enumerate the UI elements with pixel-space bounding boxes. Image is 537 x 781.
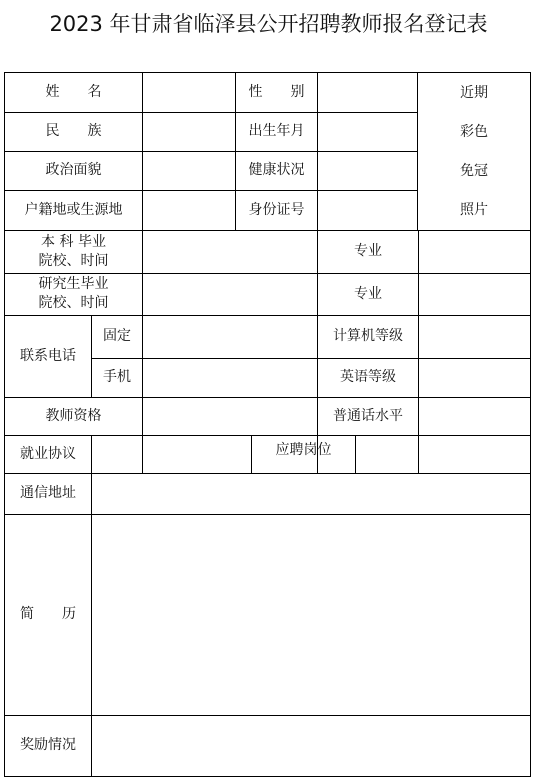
photo-label-line: 照片 [460,201,488,218]
birth-field[interactable] [318,112,417,151]
landline-field[interactable] [143,315,317,358]
graduate-field[interactable] [143,273,317,315]
teacher-cert-field[interactable] [143,397,317,435]
id-number-field[interactable] [318,190,417,230]
label-undergrad-line2: 院校、时间 [38,252,109,269]
label-resume: 简 历 [20,606,76,623]
label-graduate [5,273,142,315]
label-graduate-line2: 院校、时间 [38,295,109,311]
label-id-number: 身份证号 [248,201,305,218]
label-politics: 政治面貌 [45,162,102,179]
label-hukou: 户籍地或生源地 [24,201,123,218]
label-employment-agreement: 就业协议 [20,445,76,462]
label-major-undergrad: 专业 [354,243,382,260]
politics-field[interactable] [143,151,235,190]
major-graduate-field[interactable] [419,273,530,315]
label-graduate-line1: 研究生毕业 [38,276,109,293]
resume-field[interactable] [92,514,530,715]
label-mandarin-level: 普通话水平 [333,407,403,424]
label-teacher-cert: 教师资格 [45,407,102,424]
label-position: 应聘岗位 [275,441,332,458]
health-field[interactable] [318,151,417,190]
label-birth: 出生年月 [248,123,305,140]
photo-label-line: 免冠 [460,162,488,179]
address-field[interactable] [92,473,530,514]
label-computer-level: 计算机等级 [333,328,403,345]
label-awards: 奖励情况 [20,737,76,754]
awards-field[interactable] [92,715,530,776]
computer-level-field[interactable] [419,315,530,358]
name-field[interactable] [143,73,235,112]
employment-agreement-field[interactable] [92,435,251,473]
label-undergrad-line1: 本 科 毕业 [41,233,106,250]
gender-field[interactable] [318,73,417,112]
major-undergrad-field[interactable] [419,230,530,273]
label-major-graduate: 专业 [354,285,382,302]
label-ethnicity: 民 族 [45,123,102,140]
label-health: 健康状况 [248,162,305,179]
photo-label-line: 近期 [460,84,488,101]
label-contact: 联系电话 [20,347,76,364]
registration-table [4,72,531,777]
ethnicity-field[interactable] [143,112,235,151]
label-landline: 固定 [103,328,131,345]
undergrad-field[interactable] [143,230,317,273]
label-gender: 性 别 [248,84,305,101]
photo-placeholder[interactable] [418,73,530,230]
hukou-field[interactable] [143,190,235,230]
mobile-field[interactable] [143,358,317,397]
position-field[interactable] [356,435,530,473]
label-name: 姓 名 [45,84,102,101]
label-mobile: 手机 [103,369,131,386]
mandarin-level-field[interactable] [419,397,530,435]
label-english-level: 英语等级 [340,369,396,386]
label-address: 通信地址 [20,485,76,502]
label-undergrad [5,230,142,273]
form-title: 2023 年甘肃省临泽县公开招聘教师报名登记表 [49,12,488,36]
english-level-field[interactable] [419,358,530,397]
photo-label-line: 彩色 [460,123,488,140]
